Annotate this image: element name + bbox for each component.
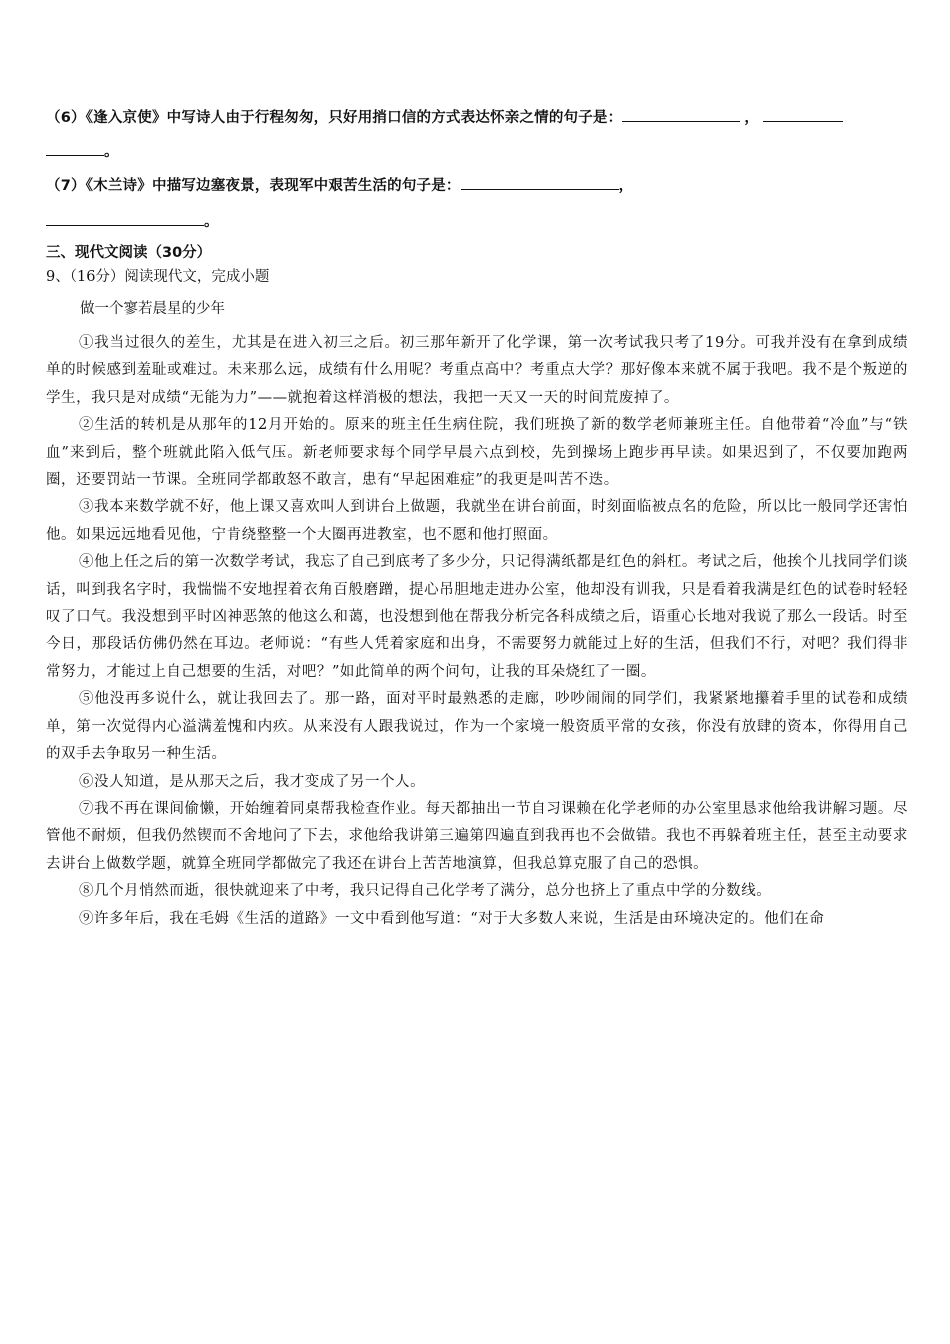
paragraph: ①我当过很久的差生，尤其是在进入初三之后。初三那年新开了化学课，第一次考试我只考了19分。可我并没有在拿到成绩单的时候感到羞耻或难过。未来那么远，成绩有什么用呢？考重点高中？考重点大学？那好像本来就不属于我吧。我不是个叛逆的学生，我只是对成绩“无能为力”——就抱着这样消极的想法，我把一天又一天的时间荒废掉了。 — [46, 335, 908, 406]
answer-blank[interactable] — [46, 140, 104, 156]
paragraph: ⑧几个月悄然而逝，很快就迎来了中考，我只记得自己化学考了满分，总分也挤上了重点中学的分数线。 — [79, 883, 772, 900]
answer-blank[interactable] — [622, 106, 740, 122]
paragraph: ⑤他没再多说什么，就让我回去了。那一路，面对平时最熟悉的走廊，吵吵闹闹的同学们，我紧紧地攥着手里的试卷和成绩单，第一次觉得内心溢满羞愧和内疚。从来没有人跟我说过，作为一个家境一般资质平常的女孩，你没有放肆的资本，你得用自己的双手去争取另一种生活。 — [46, 691, 908, 763]
section-title: 三、现代文阅读（30分） — [46, 245, 212, 261]
article-body — [46, 330, 908, 933]
answer-blank[interactable] — [46, 210, 204, 226]
question-6-separator: ， — [744, 110, 760, 126]
question-7-end: 。 — [204, 214, 219, 230]
question-6-line-1 — [46, 106, 908, 129]
paragraph: ⑥没人知道，是从那天之后，我才变成了另一个人。 — [79, 773, 426, 790]
question-7-line-2 — [46, 210, 908, 233]
answer-blank[interactable] — [763, 106, 843, 122]
question-6-text: （6）《逢入京使》中写诗人由于行程匆匆，只好用捎口信的方式表达怀亲之情的句子是： — [46, 110, 623, 126]
paragraph: ③我本来数学就不好，他上课又喜欢叫人到讲台上做题，我就坐在讲台前面，时刻面临被点名的危险，所以比一般同学还害怕他。如果远远地看见他，宁肯绕整整一个大圈再进教室，也不愿和他打照面。 — [46, 499, 908, 543]
question-6-line-2 — [46, 140, 908, 163]
question-7-separator: ， — [618, 178, 634, 194]
question-7-text: （7）《木兰诗》中描写边塞夜景，表现军中艰苦生活的句子是： — [46, 178, 461, 194]
paragraph: ②生活的转机是从那年的12月开始的。原来的班主任生病住院，我们班换了新的数学老师兼班主任。自他带着“冷血”与“铁血”来到后，整个班就此陷入低气压。新老师要求每个同学早晨六点到校，先到操场上跑步再早读。如果迟到了，不仅要加跑两圈，还要罚站一节课。全班同学都敢怒不敢言，患有“早起困难症”的我更是叫苦不迭。 — [46, 417, 908, 489]
article-title: 做一个寥若晨星的少年 — [80, 301, 225, 317]
paragraph: ⑦我不再在课间偷懒，开始缠着同桌帮我检查作业。每天都抽出一节自习课赖在化学老师的办公室里恳求他给我讲解习题。尽管他不耐烦，但我仍然锲而不舍地问了下去，求他给我讲第三遍第四遍直到我再也不会做错。我也不再躲着班主任，甚至主动要求去讲台上做数学题，就算全班同学都做完了我还在讲台上苦苦地演算，但我总算克服了自己的恐惧。 — [46, 800, 908, 872]
question-intro: 9、（16分）阅读现代文，完成小题 — [46, 269, 270, 285]
paragraph: ④他上任之后的第一次数学考试，我忘了自己到底考了多少分，只记得满纸都是红色的斜杠。考试之后，他挨个儿找同学们谈话，叫到我名字时，我惴惴不安地捏着衣角百般磨蹭，提心吊胆地走进办公室，他却没有训我，只是看着我满是红色的试卷时轻轻叹了口气。我没想到平时凶神恶煞的他这么和蔼，也没想到他在帮我分析完各科成绩之后，语重心长地对我说了那么一段话。时至今日，那段话仿佛仍然在耳边。老师说：“有些人凭着家庭和出身，不需要努力就能过上好的生活，但我们不行，对吧？我们得非常努力，才能过上自己想要的生活，对吧？”如此简单的两个问句，让我的耳朵烧红了一圈。 — [46, 554, 908, 680]
paragraph: ⑨许多年后，我在毛姆《生活的道路》一文中看到他写道：“对于大多数人来说，生活是由环境决定的。他们在命 — [79, 910, 825, 927]
answer-blank[interactable] — [461, 174, 619, 190]
question-6-end: 。 — [104, 144, 119, 160]
question-7-line-1 — [46, 174, 908, 197]
